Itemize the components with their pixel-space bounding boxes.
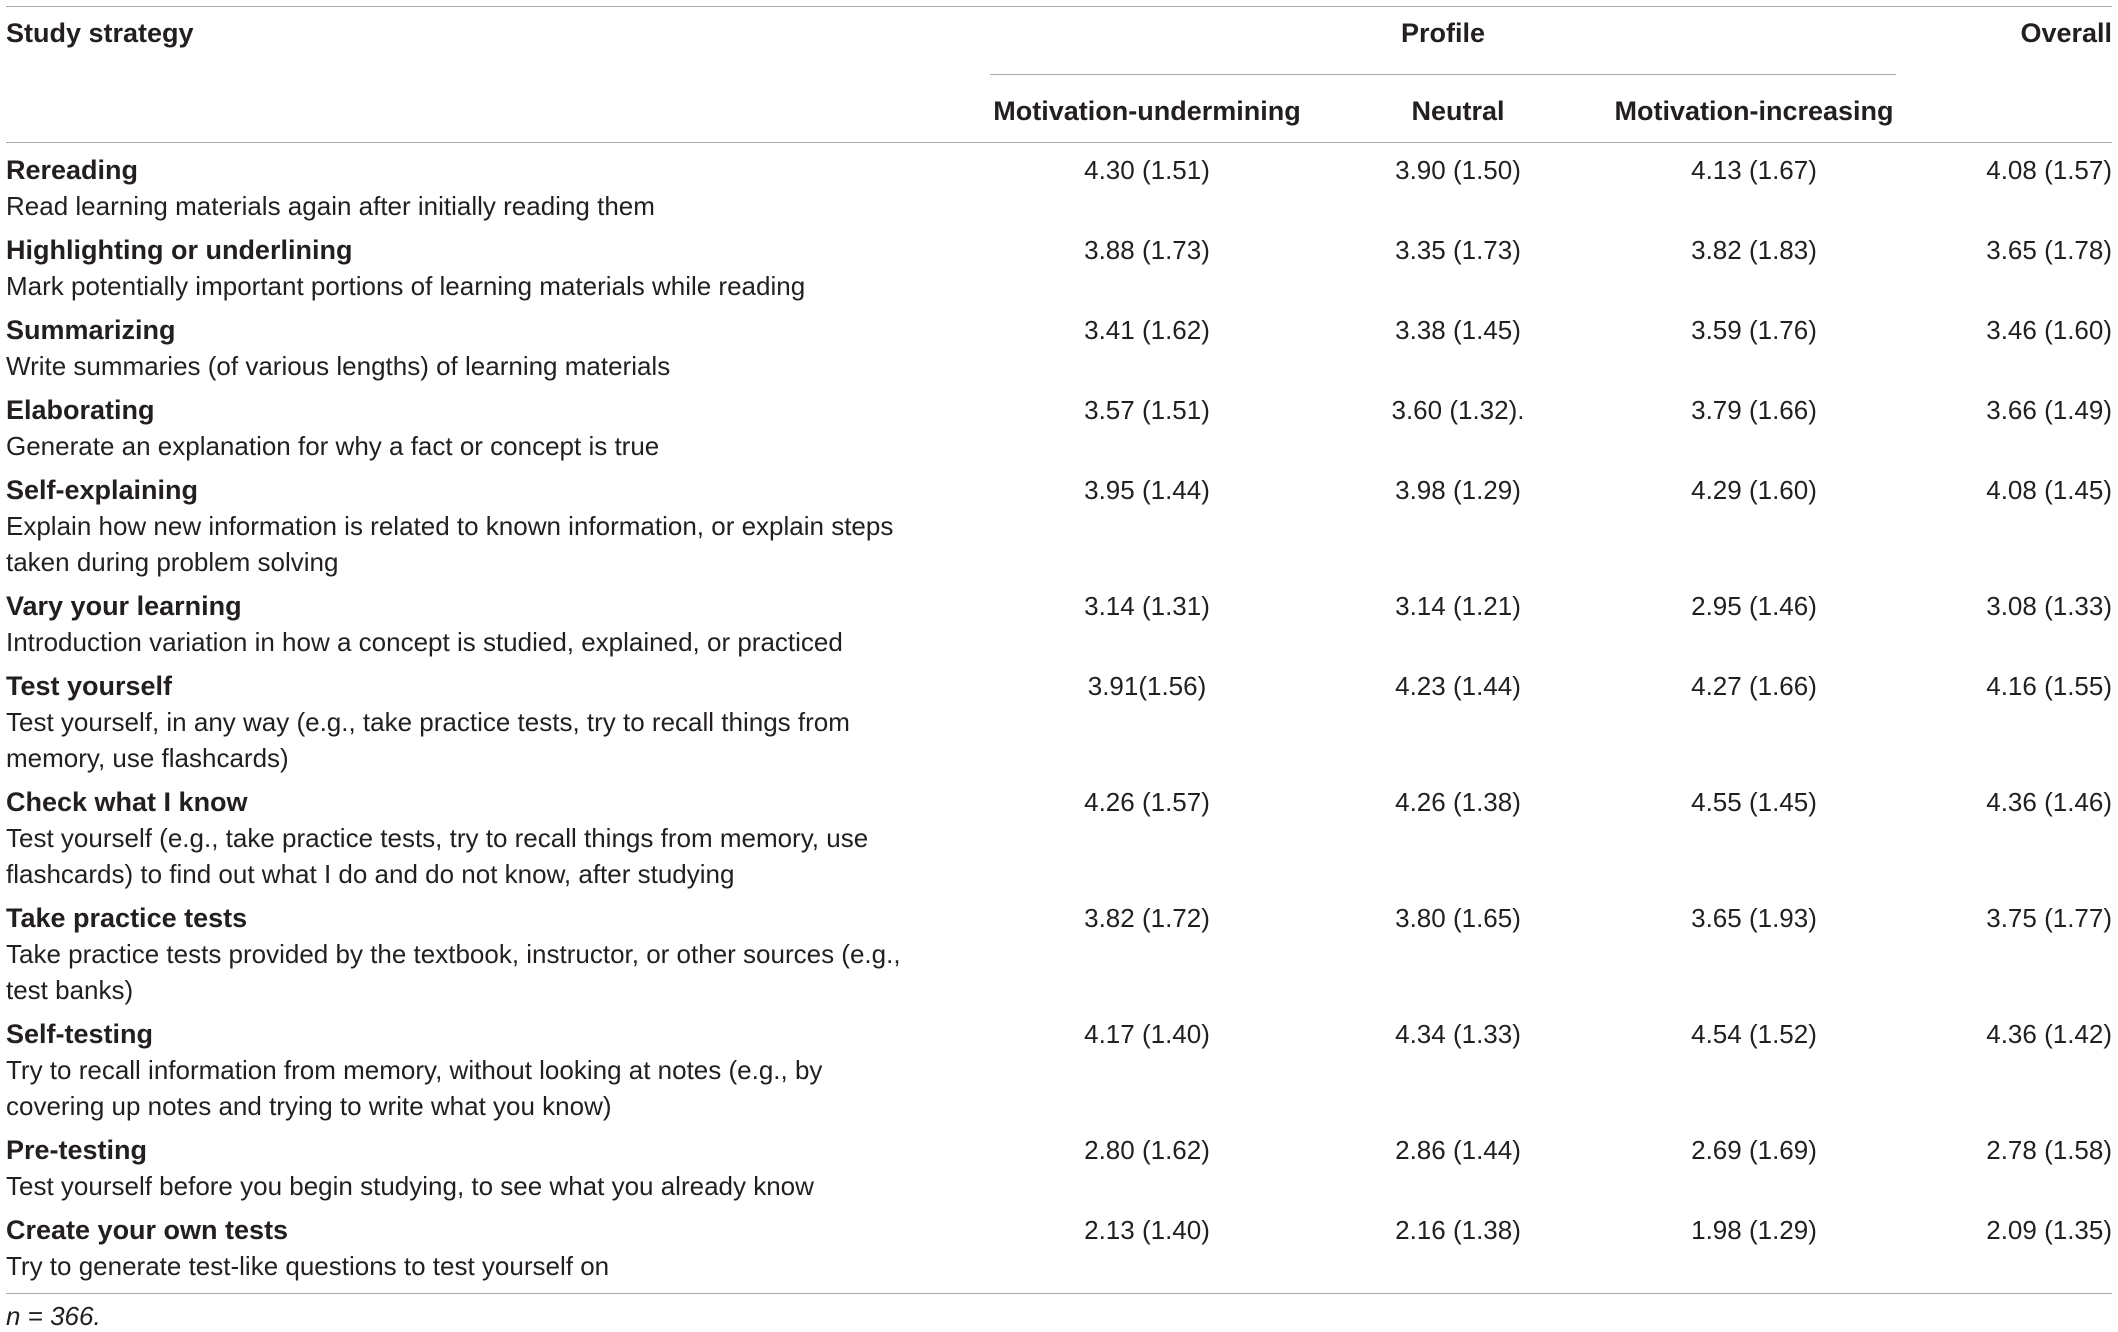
strategy-description: Test yourself before you begin studying, to see what you already know [6, 1171, 814, 1201]
value-motivation-increasing: 4.55 (1.45) [1691, 787, 1817, 817]
strategy-cell [0, 588, 906, 660]
value-overall: 4.08 (1.45) [1986, 475, 2112, 505]
strategy-cell [0, 472, 906, 580]
value-neutral: 4.34 (1.33) [1395, 1019, 1521, 1049]
value-neutral: 4.23 (1.44) [1395, 671, 1521, 701]
strategy-name: Vary your learning [6, 591, 242, 621]
table-row [0, 1212, 2118, 1284]
value-motivation-increasing: 4.27 (1.66) [1691, 671, 1817, 701]
header-neutral: Neutral [1411, 96, 1505, 126]
value-neutral: 3.60 (1.32). [1391, 395, 1525, 425]
value-neutral: 3.14 (1.21) [1395, 591, 1521, 621]
value-motivation-undermining: 3.91(1.56) [1087, 671, 1207, 701]
table-row [0, 152, 2118, 224]
strategy-cell [0, 1132, 906, 1204]
header-motivation-undermining: Motivation-undermining [993, 96, 1301, 126]
value-overall: 3.08 (1.33) [1986, 591, 2112, 621]
strategy-cell [0, 900, 906, 1008]
value-motivation-undermining: 3.82 (1.72) [1084, 903, 1210, 933]
value-motivation-increasing: 4.13 (1.67) [1691, 155, 1817, 185]
value-motivation-undermining: 4.17 (1.40) [1084, 1019, 1210, 1049]
table-bottom-rule [6, 1293, 2112, 1294]
strategy-name: Summarizing [6, 315, 176, 345]
value-motivation-undermining: 3.88 (1.73) [1084, 235, 1210, 265]
value-motivation-increasing: 3.82 (1.83) [1691, 235, 1817, 265]
value-neutral: 3.38 (1.45) [1395, 315, 1521, 345]
table-row [0, 472, 2118, 580]
header-profile: Profile [1400, 18, 1486, 48]
value-overall: 3.75 (1.77) [1986, 903, 2112, 933]
value-overall: 3.66 (1.49) [1986, 395, 2112, 425]
strategy-cell [0, 392, 906, 464]
table-row [0, 312, 2118, 384]
strategy-description: Try to generate test-like questions to test yourself on [6, 1251, 610, 1281]
value-neutral: 3.90 (1.50) [1395, 155, 1521, 185]
header-bottom-rule [6, 142, 2112, 143]
table-body [0, 152, 2118, 1292]
table-top-rule [6, 6, 2112, 7]
strategy-cell [0, 152, 906, 224]
strategy-name: Self-testing [6, 1019, 154, 1049]
strategy-cell [0, 1016, 906, 1124]
value-motivation-increasing: 2.95 (1.46) [1691, 591, 1817, 621]
strategy-name: Rereading [6, 155, 139, 185]
value-overall: 3.65 (1.78) [1986, 235, 2112, 265]
table-row [0, 668, 2118, 776]
value-motivation-undermining: 2.13 (1.40) [1084, 1215, 1210, 1245]
value-neutral: 3.98 (1.29) [1395, 475, 1521, 505]
value-overall: 4.16 (1.55) [1986, 671, 2112, 701]
value-neutral: 2.86 (1.44) [1395, 1135, 1521, 1165]
value-motivation-increasing: 3.79 (1.66) [1691, 395, 1817, 425]
value-overall: 4.08 (1.57) [1986, 155, 2112, 185]
strategy-description: Explain how new information is related to known information, or explain steps taken during problem solving [6, 511, 894, 577]
strategy-description: Try to recall information from memory, without looking at notes (e.g., by covering up notes and trying to write what you know) [6, 1055, 823, 1121]
strategy-name: Take practice tests [6, 903, 248, 933]
value-motivation-undermining: 4.26 (1.57) [1084, 787, 1210, 817]
strategy-cell [0, 784, 906, 892]
table-row [0, 1132, 2118, 1204]
table-row [0, 392, 2118, 464]
strategy-name: Elaborating [6, 395, 155, 425]
header-study-strategy: Study strategy [6, 18, 194, 48]
value-motivation-increasing: 2.69 (1.69) [1691, 1135, 1817, 1165]
strategy-description: Test yourself, in any way (e.g., take practice tests, try to recall things from memory, use flashcards) [6, 707, 850, 773]
table-row [0, 900, 2118, 1008]
strategy-name: Check what I know [6, 787, 248, 817]
value-overall: 4.36 (1.46) [1986, 787, 2112, 817]
table-row [0, 784, 2118, 892]
strategy-description: Take practice tests provided by the textbook, instructor, or other sources (e.g., test banks) [6, 939, 901, 1005]
strategy-name: Pre-testing [6, 1135, 148, 1165]
value-motivation-increasing: 3.65 (1.93) [1691, 903, 1817, 933]
strategy-description: Test yourself (e.g., take practice tests, try to recall things from memory, use flashcards) to find out what I do and do not know, after studying [6, 823, 869, 889]
strategy-cell [0, 1212, 906, 1284]
value-motivation-undermining: 4.30 (1.51) [1084, 155, 1210, 185]
strategy-description: Read learning materials again after initially reading them [6, 191, 655, 221]
value-neutral: 2.16 (1.38) [1395, 1215, 1521, 1245]
strategy-description: Generate an explanation for why a fact or concept is true [6, 431, 660, 461]
value-motivation-undermining: 3.41 (1.62) [1084, 315, 1210, 345]
value-neutral: 3.35 (1.73) [1395, 235, 1521, 265]
value-motivation-increasing: 4.54 (1.52) [1691, 1019, 1817, 1049]
strategy-cell [0, 312, 906, 384]
value-overall: 2.09 (1.35) [1986, 1215, 2112, 1245]
value-motivation-undermining: 3.57 (1.51) [1084, 395, 1210, 425]
value-motivation-undermining: 2.80 (1.62) [1084, 1135, 1210, 1165]
strategy-description: Write summaries (of various lengths) of learning materials [6, 351, 671, 381]
header-overall: Overall [2020, 18, 2112, 48]
value-neutral: 3.80 (1.65) [1395, 903, 1521, 933]
strategy-cell [0, 668, 906, 776]
value-overall: 3.46 (1.60) [1986, 315, 2112, 345]
value-overall: 2.78 (1.58) [1986, 1135, 2112, 1165]
value-motivation-undermining: 3.14 (1.31) [1084, 591, 1210, 621]
value-motivation-increasing: 1.98 (1.29) [1691, 1215, 1817, 1245]
strategy-name: Self-explaining [6, 475, 199, 505]
header-motivation-increasing: Motivation-increasing [1614, 96, 1894, 126]
profile-span-rule [990, 74, 1896, 75]
strategy-name: Create your own tests [6, 1215, 289, 1245]
value-overall: 4.36 (1.42) [1986, 1019, 2112, 1049]
table-row [0, 232, 2118, 304]
value-motivation-undermining: 3.95 (1.44) [1084, 475, 1210, 505]
strategy-name: Test yourself [6, 671, 173, 701]
value-motivation-increasing: 3.59 (1.76) [1691, 315, 1817, 345]
value-neutral: 4.26 (1.38) [1395, 787, 1521, 817]
strategy-name: Highlighting or underlining [6, 235, 353, 265]
strategy-description: Mark potentially important portions of learning materials while reading [6, 271, 806, 301]
table-footnote: n = 366. [6, 1301, 101, 1331]
strategy-cell [0, 232, 906, 304]
table-row [0, 588, 2118, 660]
strategy-description: Introduction variation in how a concept is studied, explained, or practiced [6, 627, 843, 657]
value-motivation-increasing: 4.29 (1.60) [1691, 475, 1817, 505]
table-row [0, 1016, 2118, 1124]
